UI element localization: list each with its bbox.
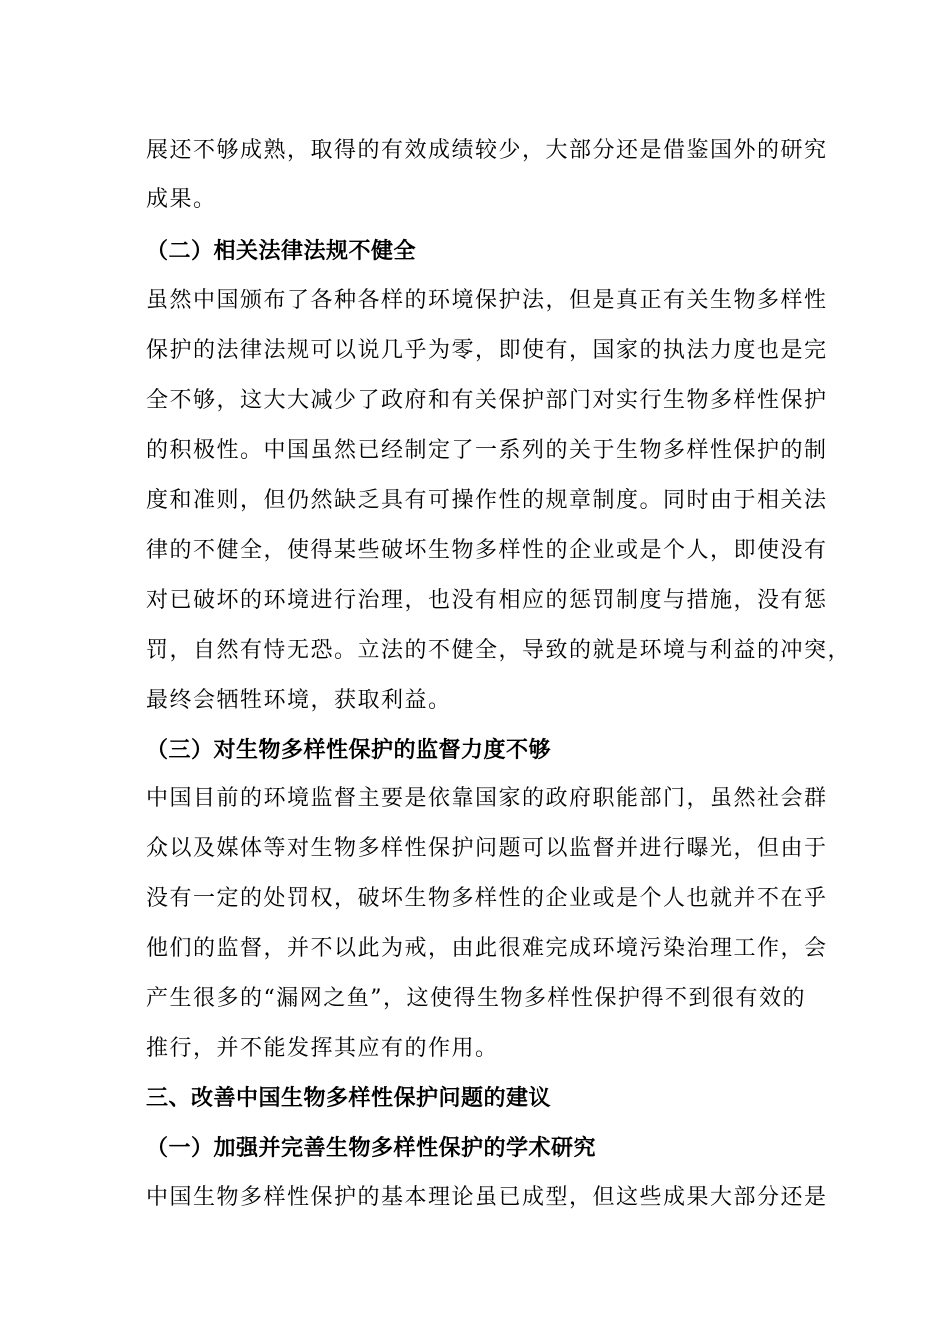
paragraph-line: 度和准则，但仍然缺乏具有可操作性的规章制度。同时由于相关法 [146,488,828,513]
paragraph-line: 的积极性。中国虽然已经制定了一系列的关于生物多样性保护的制 [146,438,828,463]
paragraph-line: 全不够，这大大减少了政府和有关保护部门对实行生物多样性保护 [146,388,828,413]
paragraph-line: 众以及媒体等对生物多样性保护问题可以监督并进行曝光，但由于 [146,836,828,861]
paragraph-line: 产生很多的“漏网之鱼”，这使得生物多样性保护得不到很有效的 [146,986,806,1011]
paragraph-line: 最终会牺牲环境，获取利益。 [146,688,452,713]
paragraph-line: 中国目前的环境监督主要是依靠国家的政府职能部门，虽然社会群 [146,786,828,811]
paragraph-line: 对已破坏的环境进行治理，也没有相应的惩罚制度与措施，没有惩 [146,588,828,613]
chapter-heading: 三、改善中国生物多样性保护问题的建议 [146,1085,552,1111]
paragraph-line: 成果。 [146,187,217,212]
paragraph-line: 律的不健全，使得某些破坏生物多样性的企业或是个人，即使没有 [146,538,828,563]
paragraph-line: 展还不够成熟，取得的有效成绩较少，大部分还是借鉴国外的研究 [146,138,828,163]
paragraph-line: 中国生物多样性保护的基本理论虽已成型，但这些成果大部分还是 [146,1185,828,1210]
section-heading: （二）相关法律法规不健全 [146,238,417,264]
section-heading: （三）对生物多样性保护的监督力度不够 [146,737,552,763]
paragraph-line: 推行，并不能发挥其应有的作用。 [146,1036,499,1061]
section-heading: （一）加强并完善生物多样性保护的学术研究 [146,1135,597,1161]
paragraph-line: 没有一定的处罚权，破坏生物多样性的企业或是个人也就并不在乎 [146,886,828,911]
paragraph-line: 虽然中国颁布了各种各样的环境保护法，但是真正有关生物多样性 [146,288,828,313]
paragraph-line: 保护的法律法规可以说几乎为零，即使有，国家的执法力度也是完 [146,338,828,363]
paragraph-line: 罚，自然有恃无恐。立法的不健全，导致的就是环境与利益的冲突， [146,638,852,663]
paragraph-line: 他们的监督，并不以此为戒，由此很难完成环境污染治理工作，会 [146,936,828,961]
